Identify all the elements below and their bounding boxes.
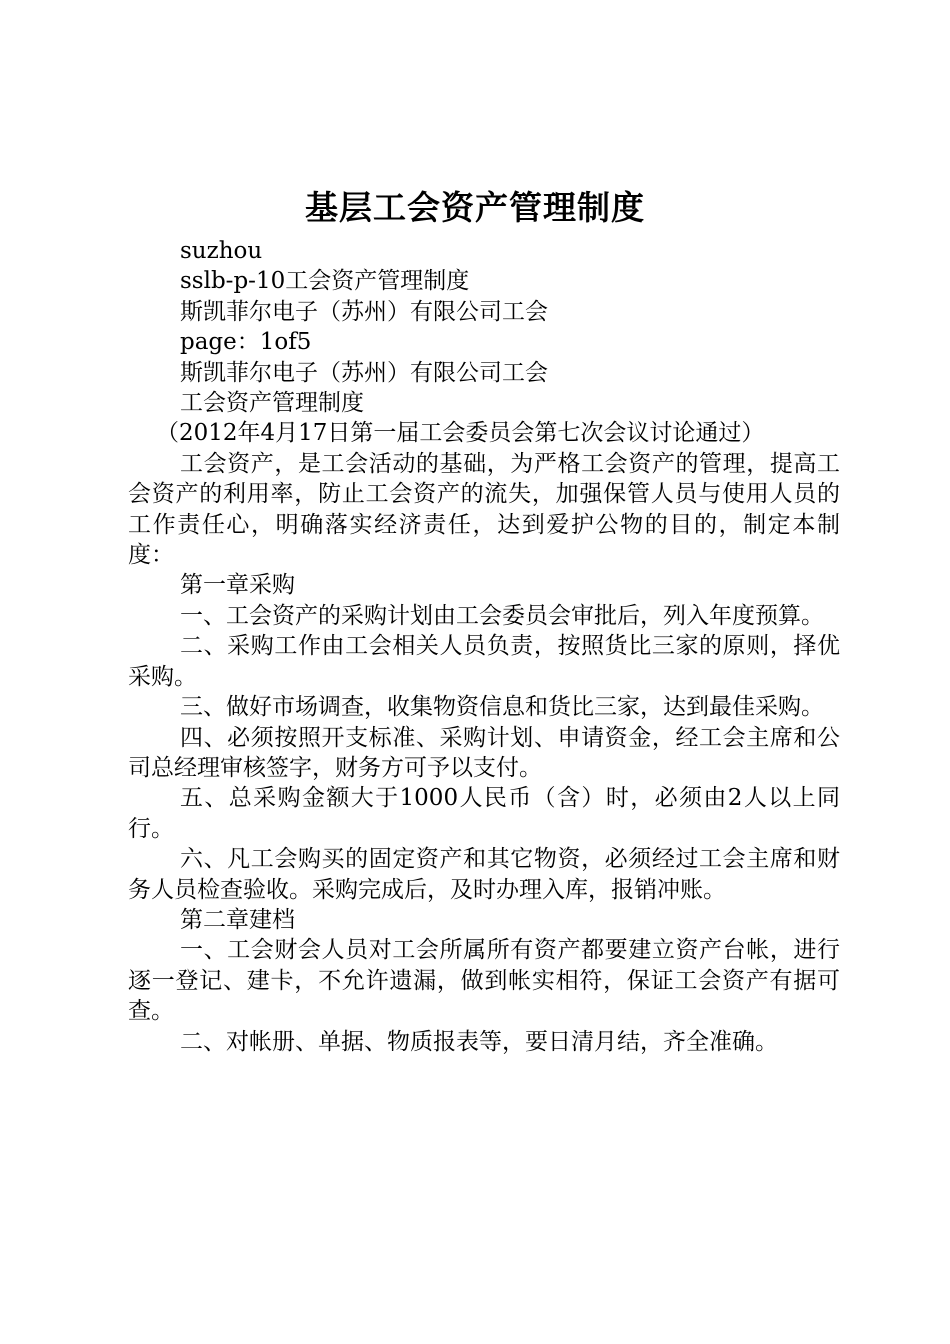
document-title: 基层工会资产管理制度: [305, 188, 645, 227]
chapter-2-heading: 第二章建档: [180, 906, 295, 933]
chapter-1-item-3: 三、做好市场调查，收集物资信息和货比三家，达到最佳采购。: [180, 694, 824, 721]
header-line-city: suzhou: [180, 238, 263, 264]
chapter-2-item-1: 一、工会财会人员对工会所属所有资产都要建立资产台帐，进行逐一登记、建卡，不允许遗漏，做到帐实相符，保证工会资产有据可查。: [128, 937, 840, 1025]
chapter-1-item-1: 一、工会资产的采购计划由工会委员会审批后，列入年度预算。: [180, 602, 824, 629]
header-line-page: page：1of5: [180, 329, 312, 356]
header-line-doc-code: sslb-p-10工会资产管理制度: [180, 268, 470, 295]
chapter-1-item-2: 二、采购工作由工会相关人员负责，按照货比三家的原则，择优采购。: [128, 633, 840, 690]
header-line-company-repeat: 斯凯菲尔电子（苏州）有限公司工会: [180, 359, 548, 386]
chapter-1-item-6: 六、凡工会购买的固定资产和其它物资，必须经过工会主席和财务人员检查验收。采购完成后，及时办理入库，报销冲账。: [128, 846, 840, 903]
chapter-1-heading: 第一章采购: [180, 572, 295, 599]
header-line-company: 斯凯菲尔电子（苏州）有限公司工会: [180, 298, 548, 325]
chapter-2-item-2: 二、对帐册、单据、物质报表等，要日清月结，齐全准确。: [180, 1028, 778, 1055]
adoption-note: （2012年4月17日第一届工会委员会第七次会议讨论通过）: [156, 420, 765, 447]
intro-paragraph: 工会资产，是工会活动的基础，为严格工会资产的管理，提高工会资产的利用率，防止工会资产的流失，加强保管人员与使用人员的工作责任心，明确落实经济责任，达到爱护公物的目的，制定本制度：: [128, 450, 840, 569]
header-line-doc-name: 工会资产管理制度: [180, 390, 364, 417]
chapter-1-item-4: 四、必须按照开支标准、采购计划、申请资金，经工会主席和公司总经理审核签字，财务方可予以支付。: [128, 724, 840, 781]
chapter-1-item-5: 五、总采购金额大于1000人民币（含）时，必须由2人以上同行。: [128, 785, 840, 842]
document-body: [128, 236, 840, 1057]
